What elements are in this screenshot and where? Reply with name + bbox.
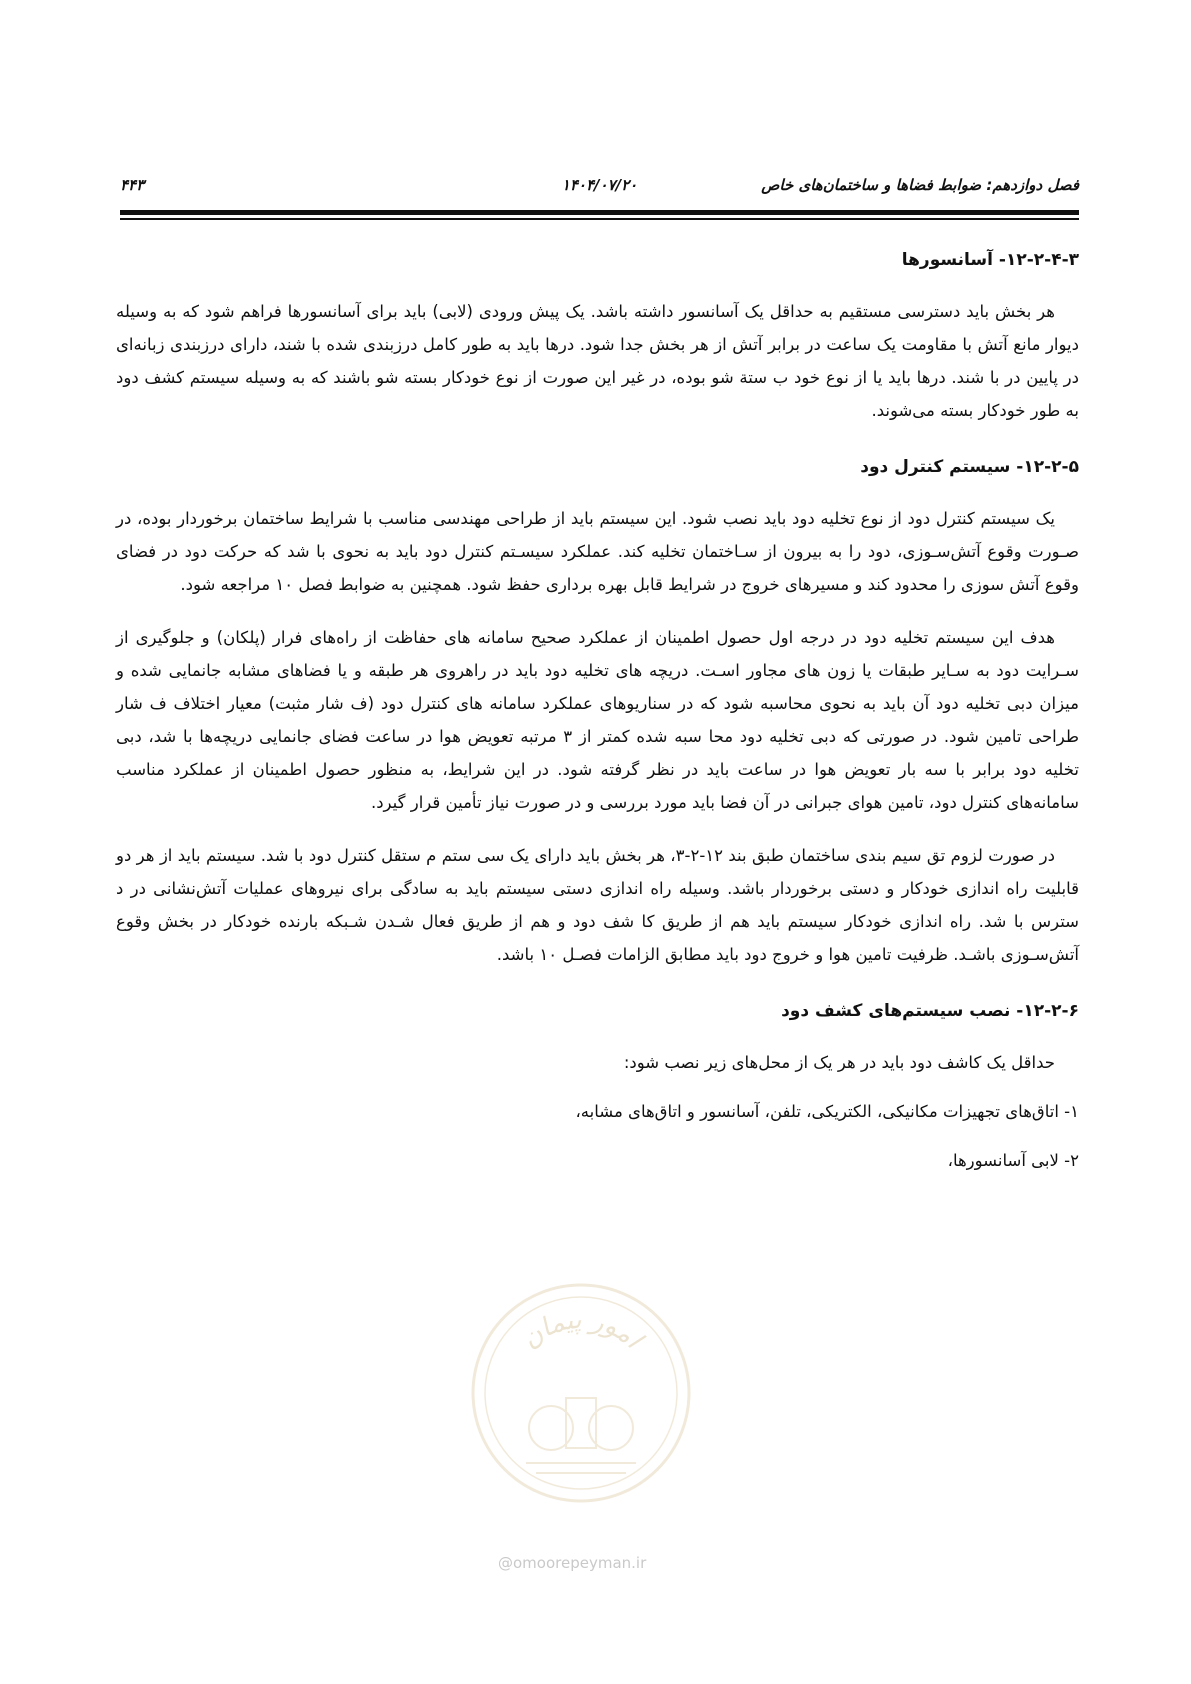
section-smoke-detectors (116, 995, 1079, 1177)
paragraph: هر بخش باید دسترسی مستقیم به حداقل یک آسانسور داشته باشد. یک پیش ورودی (لابی) باید برای آسانسورها فراهم شود که به وسیله دیوار مانع آتش با مقاومت یک ساعت در برابر آتش از هر بخش جدا شود. درها باید به طور کامل درزبندی شده با شند، دارای درزبندی زبانه‌ای در پایین در با شند. درها باید یا از نوع خود ب ستة شو بوده، در غیر این صورت از نوع خودکار بسته شو باشند که به وسیله سیستم کشف دود به طور خودکار بسته می‌شوند. (116, 302, 1079, 420)
section-smoke-control (116, 451, 1079, 971)
section-heading: ۱۲-۲-۴-۳- آسانسورها (901, 250, 1079, 270)
paragraph: یک سیستم کنترل دود از نوع تخلیه دود باید نصب شود. این سیستم باید از طراحی مهندسی مناسب با شرایط ساختمان برخوردار بوده، در صـورت وقوع آتش‌سـوزی، دود را به بیرون از سـاختمان تخلیه کند. عملکرد سیسـتم کنترل دود باید به نحوی با شد که حرکت دود در فضای وقوع آتش سوزی را محدود کند و مسیرهای خروج در شرایط قابل بهره برداری حفظ شود. همچنین به ضوابط فصل ۱۰ مراجعه شود. (116, 509, 1079, 594)
header-rule-thick (120, 210, 1079, 215)
svg-text:امور پیمان (516, 1305, 649, 1356)
paragraph: در صورت لزوم تق سیم بندی ساختمان طبق بند ۱۲-۲-۳، هر بخش باید دارای یک سی ستم م ستقل کنترل دود با شد. سیستم باید از هر دو قابلیت راه اندازی خودکار و دستی برخوردار باشد. وسیله راه اندازی دستی سیستم باید به سادگی برای نیروهای عملیات آتش‌نشانی در د سترس با شد. راه اندازی خودکار سیستم باید هم از طریق کا شف دود و هم از طریق فعال شـدن شـبکه بارنده خودکار در بخش وقوع آتش‌سـوزی باشـد. ظرفیت تامین هوا و خروج دود باید مطابق الزامات فصـل ۱۰ باشد. (116, 846, 1079, 964)
section-heading: ۱۲-۲-۵- سیستم کنترل دود (860, 457, 1079, 477)
section-elevators (116, 244, 1079, 427)
watermark-url: @omoorepeyman.ir (498, 1554, 647, 1572)
paragraph: هدف این سیستم تخلیه دود در درجه اول حصول اطمینان از عملکرد صحیح سامانه های حفاظت از راه‌های فرار (پلکان) و جلوگیری از سـرایت دود به سـایر طبقات یا زون های مجاور اسـت. دریچه های تخلیه دود باید در راهروی هر طبقه و یا فضاهای مشابه جانمایی شده و میزان دبی تخلیه دود آن باید به نحوی محاسبه شود که در سناریوهای عملکرد سامانه های کنترل دود (ف شار مثبت) معیار اختلاف ف شار طراحی تامین شود. در صورتی که دبی تخلیه دود محا سبه شده کمتر از ۳ مرتبه تعویض هوا در ساعت فضای جانمایی دریچه‌ها با شد، دبی تخلیه دود برابر با سه بار تعویض هوا در ساعت باید در نظر گرفته شود. در این شرایط، به منظور حصول اطمینان از عملکرد مناسب سامانه‌های کنترل دود، تامین هوای جبرانی در آن فضا باید مورد بررسی و در صورت نیاز تأمین قرار گیرد. (116, 628, 1080, 812)
chapter-title: فصل دوازدهم: ضوابط فضاها و ساختمان‌های خاص (761, 176, 1079, 194)
list-item: ۲- لابی آسانسورها، (947, 1151, 1079, 1170)
header-date: ۱۴۰۴/۰۷/۲۰ (561, 176, 638, 194)
watermark-logo (466, 1278, 696, 1508)
page-header (120, 172, 1079, 202)
header-rule-thin (120, 218, 1079, 220)
page-number: ۴۴۳ (120, 176, 145, 194)
page-content (116, 244, 1079, 1193)
list-item: ۱- اتاق‌های تجهیزات مکانیکی، الکتریکی، تلفن، آسانسور و اتاق‌های مشابه، (575, 1102, 1079, 1121)
section-heading: ۱۲-۲-۶- نصب سیستم‌های کشف دود (781, 1001, 1079, 1021)
paragraph: حداقل یک کاشف دود باید در هر یک از محل‌های زیر نصب شود: (623, 1053, 1055, 1072)
watermark-logo-text: امور پیمان (515, 1304, 648, 1355)
